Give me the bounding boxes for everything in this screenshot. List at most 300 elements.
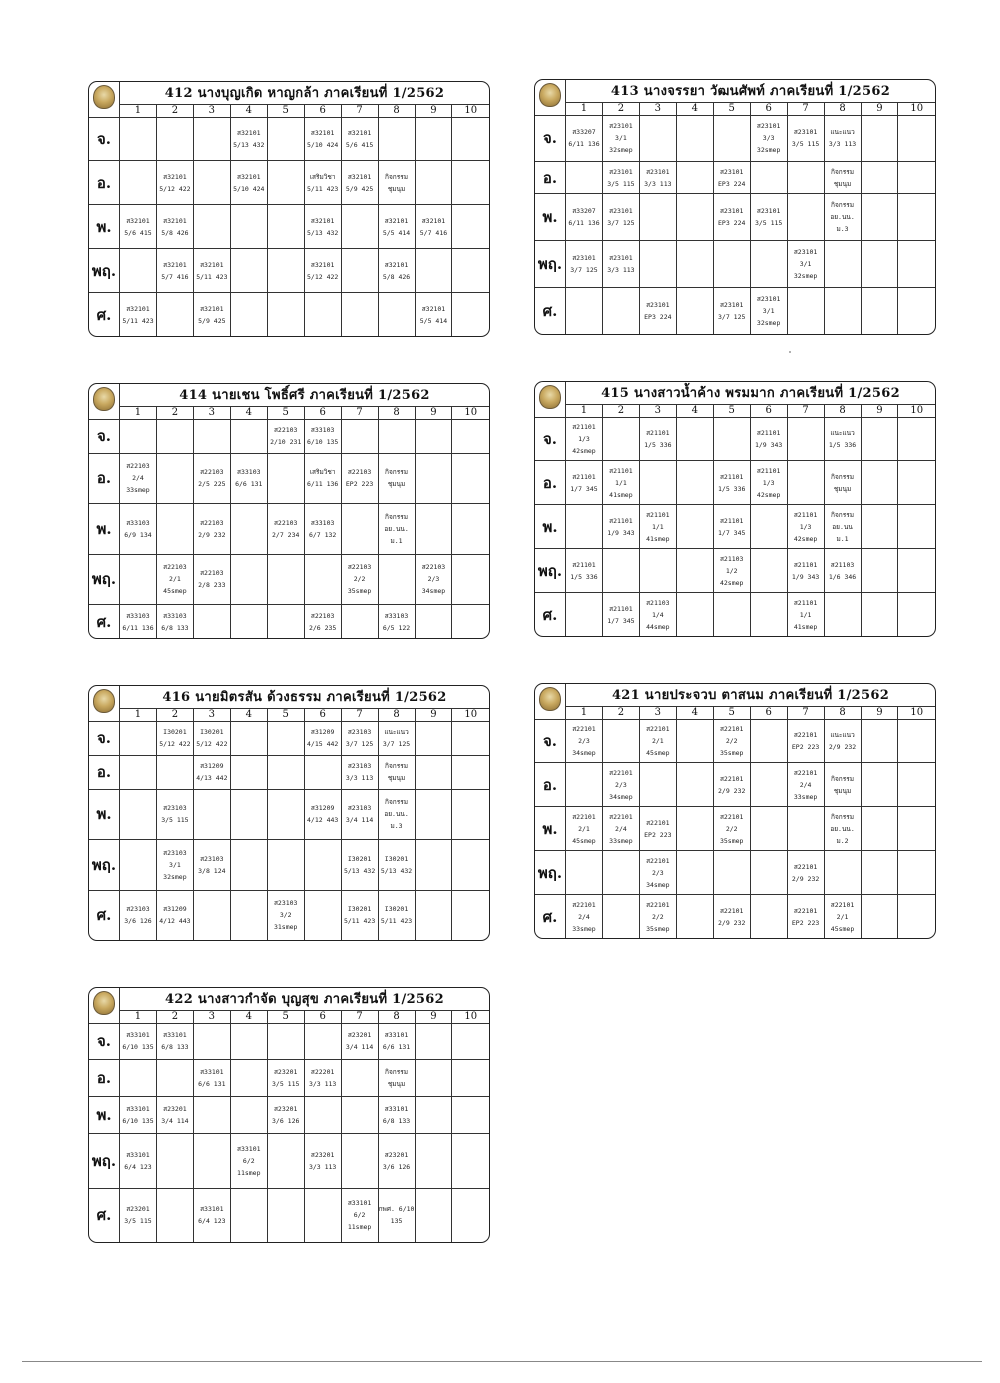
period-cell — [230, 1023, 267, 1060]
period-cell — [452, 205, 489, 249]
day-row — [89, 755, 489, 789]
period-header: 1 — [566, 404, 603, 417]
period-cell — [341, 1060, 378, 1097]
timetable-card-412 — [88, 81, 490, 337]
period-header: 7 — [787, 404, 824, 417]
period-header: 8 — [378, 708, 415, 721]
period-cell: ส22101 2/3 34smep — [639, 851, 676, 895]
period-cell — [267, 605, 304, 638]
period-cell — [415, 419, 452, 453]
period-cell — [452, 755, 489, 789]
period-cell: ส23101 3/1 32smep — [787, 241, 824, 288]
period-header: 7 — [787, 102, 824, 115]
day-row — [89, 721, 489, 755]
period-cell — [267, 1023, 304, 1060]
period-cell: ส22103 2/8 233 — [193, 554, 230, 604]
period-cell: ส32101 5/13 432 — [304, 205, 341, 249]
period-cell: กิจกรรม อย.นน. ม.3 — [824, 194, 861, 241]
period-cell: ส22101 2/2 35smep — [713, 807, 750, 851]
period-cell — [156, 1134, 193, 1189]
period-cell — [415, 249, 452, 293]
period-cell: กิจกรรม ชุมนุม — [378, 161, 415, 205]
day-label: ศ. — [535, 895, 566, 938]
period-cell — [452, 249, 489, 293]
timetable-card-414 — [88, 383, 490, 639]
period-cell — [898, 593, 935, 636]
day-label: พฤ. — [89, 249, 120, 293]
day-row — [89, 554, 489, 604]
period-cell: ส31209 4/13 442 — [193, 755, 230, 789]
period-cell — [415, 1023, 452, 1060]
day-row — [535, 461, 935, 505]
period-header: 10 — [452, 708, 489, 721]
period-header: 8 — [824, 404, 861, 417]
period-cell — [230, 840, 267, 890]
period-cell — [676, 593, 713, 636]
period-cell — [898, 851, 935, 895]
period-cell: ส21101 1/3 42smep — [566, 417, 603, 461]
period-cell — [304, 755, 341, 789]
period-cell: ส23101 3/5 115 — [602, 162, 639, 194]
timetable-grid — [535, 684, 935, 938]
period-cell — [341, 504, 378, 554]
day-label: จ. — [89, 1023, 120, 1060]
day-row — [89, 504, 489, 554]
period-cell: ส22101 2/1 45smep — [824, 895, 861, 938]
day-row — [535, 288, 935, 334]
period-cell: ส22103 2/6 235 — [304, 605, 341, 638]
period-cell — [193, 117, 230, 161]
period-cell — [787, 288, 824, 334]
day-label: อ. — [89, 755, 120, 789]
period-cell — [676, 505, 713, 549]
period-cell: ส23101 3/3 32smep — [750, 115, 787, 162]
period-cell — [267, 117, 304, 161]
day-label: พ. — [535, 807, 566, 851]
period-cell — [452, 1097, 489, 1134]
day-label: พฤ. — [535, 851, 566, 895]
period-cell — [230, 419, 267, 453]
period-cell: กพศ. 6/10 135 — [378, 1188, 415, 1242]
period-cell — [230, 504, 267, 554]
period-header: 9 — [861, 102, 898, 115]
period-cell — [861, 807, 898, 851]
period-cell: ส31209 4/12 443 — [156, 890, 193, 940]
period-cell — [750, 593, 787, 636]
period-cell: แนะแนว 3/7 125 — [378, 721, 415, 755]
day-row — [89, 1097, 489, 1134]
period-cell — [861, 162, 898, 194]
period-header: 9 — [415, 104, 452, 117]
period-cell: ส22201 3/3 113 — [304, 1060, 341, 1097]
period-cell — [156, 453, 193, 503]
day-label: ศ. — [535, 288, 566, 334]
day-row — [535, 241, 935, 288]
period-header: 7 — [341, 1010, 378, 1023]
period-cell — [304, 890, 341, 940]
period-cell — [120, 419, 157, 453]
period-cell — [602, 417, 639, 461]
period-cell: ส23101 EP3 224 — [639, 288, 676, 334]
period-cell: I30201 5/11 423 — [378, 890, 415, 940]
period-cell — [566, 288, 603, 334]
period-header: 1 — [120, 406, 157, 419]
school-seal-icon — [89, 686, 120, 721]
period-cell — [267, 554, 304, 604]
period-header: 10 — [898, 102, 935, 115]
period-cell — [452, 419, 489, 453]
period-header: 3 — [193, 104, 230, 117]
period-cell — [639, 194, 676, 241]
period-cell: ส21101 1/7 345 — [566, 461, 603, 505]
timetable-card-421 — [534, 683, 936, 939]
day-row — [89, 1134, 489, 1189]
day-row — [89, 249, 489, 293]
period-cell — [861, 461, 898, 505]
timetable-title: 415 นางสาวน้ำค้าง พรมมาก ภาคเรียนที่ 1/2562 — [566, 382, 936, 404]
period-header: 10 — [452, 1010, 489, 1023]
period-cell — [230, 721, 267, 755]
period-cell: ส22103 2/3 34smep — [415, 554, 452, 604]
period-cell: ส22103 2/2 35smep — [341, 554, 378, 604]
day-row — [535, 194, 935, 241]
period-cell — [676, 417, 713, 461]
period-cell: ส22101 EP2 223 — [787, 895, 824, 938]
day-row — [535, 851, 935, 895]
period-cell — [898, 241, 935, 288]
period-header: 4 — [676, 706, 713, 719]
period-cell — [415, 789, 452, 839]
period-cell — [120, 755, 157, 789]
period-cell: ส33101 6/4 123 — [120, 1134, 157, 1189]
period-cell: แนะแนว 2/9 232 — [824, 719, 861, 763]
day-row — [89, 1188, 489, 1242]
period-header: 3 — [639, 706, 676, 719]
period-cell: กิจกรรม ชุมนุม — [824, 461, 861, 505]
period-cell — [230, 789, 267, 839]
period-header: 6 — [750, 102, 787, 115]
period-cell — [639, 763, 676, 807]
period-cell: I30201 5/12 422 — [193, 721, 230, 755]
period-cell — [267, 161, 304, 205]
period-cell — [898, 505, 935, 549]
day-label: อ. — [89, 161, 120, 205]
period-header: 5 — [267, 104, 304, 117]
timetable-title: 421 นายประจวบ ตาสนม ภาคเรียนที่ 1/2562 — [566, 684, 936, 706]
period-cell — [156, 755, 193, 789]
period-cell — [120, 1060, 157, 1097]
period-cell: กิจกรรม ชุมนุม — [378, 755, 415, 789]
day-row — [89, 840, 489, 890]
period-cell — [676, 895, 713, 938]
school-seal-icon — [535, 80, 566, 115]
period-cell: ส33207 6/11 136 — [566, 115, 603, 162]
day-row — [535, 593, 935, 636]
period-header: 3 — [639, 404, 676, 417]
period-cell — [639, 461, 676, 505]
period-cell: ส32101 5/9 425 — [341, 161, 378, 205]
period-cell — [452, 605, 489, 638]
period-cell — [898, 288, 935, 334]
period-cell: ส23103 3/8 124 — [193, 840, 230, 890]
period-cell — [156, 419, 193, 453]
period-cell: ส23201 3/6 126 — [378, 1134, 415, 1189]
period-cell — [378, 117, 415, 161]
period-cell — [566, 851, 603, 895]
period-cell: ส22101 2/1 45smep — [566, 807, 603, 851]
period-cell: ส33103 6/7 132 — [304, 504, 341, 554]
period-cell: ส32101 5/8 426 — [378, 249, 415, 293]
period-cell: ส21101 1/3 42smep — [787, 505, 824, 549]
period-header: 6 — [750, 404, 787, 417]
period-header: 6 — [304, 104, 341, 117]
period-cell — [676, 241, 713, 288]
period-header: 10 — [452, 104, 489, 117]
day-row — [89, 205, 489, 249]
period-cell: ส22101 2/4 33smep — [566, 895, 603, 938]
day-label: อ. — [89, 1060, 120, 1097]
period-cell: ส21101 1/3 42smep — [750, 461, 787, 505]
period-header: 5 — [267, 1010, 304, 1023]
timetable-card-422 — [88, 987, 490, 1243]
period-header: 9 — [415, 708, 452, 721]
period-cell — [676, 851, 713, 895]
period-cell: ส33101 6/8 133 — [156, 1023, 193, 1060]
day-row — [89, 419, 489, 453]
period-cell — [452, 293, 489, 336]
period-cell — [824, 241, 861, 288]
timetable-grid — [89, 988, 489, 1242]
period-cell — [230, 890, 267, 940]
period-cell: ส32101 5/8 426 — [156, 205, 193, 249]
period-cell — [452, 840, 489, 890]
day-label: อ. — [89, 453, 120, 503]
period-cell: เสริมวิชา 6/11 136 — [304, 453, 341, 503]
timetable-grid — [89, 384, 489, 638]
period-cell — [341, 419, 378, 453]
period-header: 10 — [898, 706, 935, 719]
period-cell — [378, 293, 415, 336]
period-header: 2 — [156, 708, 193, 721]
period-header: 6 — [304, 1010, 341, 1023]
period-cell: ส33103 6/10 135 — [304, 419, 341, 453]
school-seal-icon — [89, 82, 120, 117]
period-cell — [230, 249, 267, 293]
period-header: 4 — [230, 406, 267, 419]
period-header: 4 — [230, 1010, 267, 1023]
day-label: ศ. — [535, 593, 566, 636]
period-cell — [750, 807, 787, 851]
period-header: 8 — [378, 104, 415, 117]
period-header: 5 — [267, 406, 304, 419]
day-row — [89, 453, 489, 503]
period-cell — [676, 763, 713, 807]
period-cell — [898, 417, 935, 461]
period-header: 5 — [713, 404, 750, 417]
period-cell: ส21103 1/6 346 — [824, 549, 861, 593]
period-cell — [341, 605, 378, 638]
period-cell — [341, 293, 378, 336]
period-cell — [452, 554, 489, 604]
period-cell — [304, 554, 341, 604]
period-cell: ส22103 2/10 231 — [267, 419, 304, 453]
period-cell: ส22101 2/9 232 — [713, 763, 750, 807]
period-cell: ส23101 3/7 125 — [713, 288, 750, 334]
period-cell: ส21101 1/7 345 — [602, 593, 639, 636]
period-cell — [861, 241, 898, 288]
period-cell: ส22101 2/4 33smep — [787, 763, 824, 807]
day-label: พฤ. — [89, 840, 120, 890]
period-header: 2 — [602, 706, 639, 719]
period-header: 2 — [602, 404, 639, 417]
period-cell — [230, 755, 267, 789]
day-label: ศ. — [89, 293, 120, 336]
day-row — [535, 417, 935, 461]
day-label: จ. — [535, 417, 566, 461]
period-header: 4 — [676, 102, 713, 115]
day-label: พฤ. — [535, 549, 566, 593]
period-header: 1 — [120, 708, 157, 721]
day-row — [535, 807, 935, 851]
day-label: อ. — [535, 461, 566, 505]
period-cell: ส21101 1/1 41smep — [639, 505, 676, 549]
period-header: 9 — [861, 706, 898, 719]
day-row — [89, 117, 489, 161]
period-cell — [120, 840, 157, 890]
period-header: 7 — [341, 708, 378, 721]
timetable-grid — [535, 80, 935, 334]
period-header: 1 — [566, 102, 603, 115]
period-cell: กิจกรรม อย.นน. ม.1 — [378, 504, 415, 554]
period-cell: ส21103 1/2 42smep — [713, 549, 750, 593]
period-cell: แนะแนว 1/5 336 — [824, 417, 861, 461]
period-cell: ส31209 4/15 442 — [304, 721, 341, 755]
timetable-card-413 — [534, 79, 936, 335]
period-cell — [676, 807, 713, 851]
day-label: อ. — [535, 162, 566, 194]
period-cell — [861, 895, 898, 938]
period-cell: I30201 5/13 432 — [341, 840, 378, 890]
period-cell: ส33101 6/6 131 — [193, 1060, 230, 1097]
day-row — [89, 605, 489, 638]
period-cell — [341, 205, 378, 249]
period-cell — [193, 789, 230, 839]
period-cell — [304, 1023, 341, 1060]
period-cell: ส32101 5/12 422 — [304, 249, 341, 293]
period-header: 6 — [304, 708, 341, 721]
period-cell: ส33103 6/9 134 — [120, 504, 157, 554]
period-cell — [750, 895, 787, 938]
day-label: พ. — [89, 1097, 120, 1134]
period-cell: ส23101 3/3 113 — [639, 162, 676, 194]
period-cell — [566, 162, 603, 194]
period-cell — [193, 1023, 230, 1060]
timetable-card-416 — [88, 685, 490, 941]
period-cell: ส32101 5/7 416 — [415, 205, 452, 249]
period-cell — [602, 549, 639, 593]
period-cell — [267, 249, 304, 293]
timetable-title: 422 นางสาวกำจัด บุญสุข ภาคเรียนที่ 1/2562 — [120, 988, 490, 1010]
period-cell — [341, 249, 378, 293]
period-header: 1 — [120, 1010, 157, 1023]
period-cell: ส23103 3/3 113 — [341, 755, 378, 789]
period-cell: ส33103 6/6 131 — [230, 453, 267, 503]
day-label: พ. — [535, 194, 566, 241]
period-cell — [787, 461, 824, 505]
day-row — [535, 162, 935, 194]
period-cell: ส23201 3/6 126 — [267, 1097, 304, 1134]
period-cell: ส21101 1/5 336 — [713, 461, 750, 505]
period-cell: ส23103 3/1 32smep — [156, 840, 193, 890]
period-cell — [267, 1134, 304, 1189]
period-header: 1 — [120, 104, 157, 117]
period-cell: ส23201 3/4 114 — [341, 1023, 378, 1060]
timetable-grid — [89, 82, 489, 336]
period-cell — [676, 194, 713, 241]
period-cell: กิจกรรม ชุมนุม — [824, 162, 861, 194]
period-cell: ส22103 2/5 225 — [193, 453, 230, 503]
period-cell: ส21103 1/4 44smep — [639, 593, 676, 636]
period-cell — [750, 162, 787, 194]
day-label: พ. — [89, 504, 120, 554]
period-cell — [156, 117, 193, 161]
period-cell — [676, 288, 713, 334]
day-label: ศ. — [89, 605, 120, 638]
period-cell — [898, 461, 935, 505]
period-header: 8 — [378, 1010, 415, 1023]
period-cell: ส33103 6/11 136 — [120, 605, 157, 638]
period-cell — [676, 719, 713, 763]
period-cell: ส32101 5/9 425 — [193, 293, 230, 336]
period-header: 9 — [861, 404, 898, 417]
period-header: 6 — [304, 406, 341, 419]
period-cell: ส23103 3/5 115 — [156, 789, 193, 839]
period-cell: ส32101 5/5 414 — [415, 293, 452, 336]
school-seal-icon — [89, 384, 120, 419]
period-cell — [787, 162, 824, 194]
period-cell — [676, 549, 713, 593]
period-cell: ส23103 3/7 125 — [341, 721, 378, 755]
period-cell — [120, 117, 157, 161]
period-cell — [713, 417, 750, 461]
period-cell — [156, 504, 193, 554]
day-label: จ. — [89, 117, 120, 161]
day-row — [89, 890, 489, 940]
period-cell — [452, 721, 489, 755]
period-cell — [120, 161, 157, 205]
period-header: 9 — [415, 1010, 452, 1023]
period-cell — [898, 719, 935, 763]
period-cell: ส32101 5/5 414 — [378, 205, 415, 249]
period-cell: ส21101 1/1 41smep — [602, 461, 639, 505]
period-cell — [898, 115, 935, 162]
period-header: 8 — [378, 406, 415, 419]
school-seal-icon — [535, 684, 566, 719]
period-cell: ส32101 5/10 424 — [230, 161, 267, 205]
day-row — [89, 789, 489, 839]
period-header: 4 — [230, 708, 267, 721]
period-cell: ส32101 5/13 432 — [230, 117, 267, 161]
period-cell — [861, 505, 898, 549]
period-cell — [787, 417, 824, 461]
period-cell — [602, 719, 639, 763]
period-cell — [415, 117, 452, 161]
period-cell — [193, 205, 230, 249]
period-header: 2 — [156, 104, 193, 117]
period-header: 9 — [415, 406, 452, 419]
period-header: 5 — [267, 708, 304, 721]
timetable-card-415 — [534, 381, 936, 637]
